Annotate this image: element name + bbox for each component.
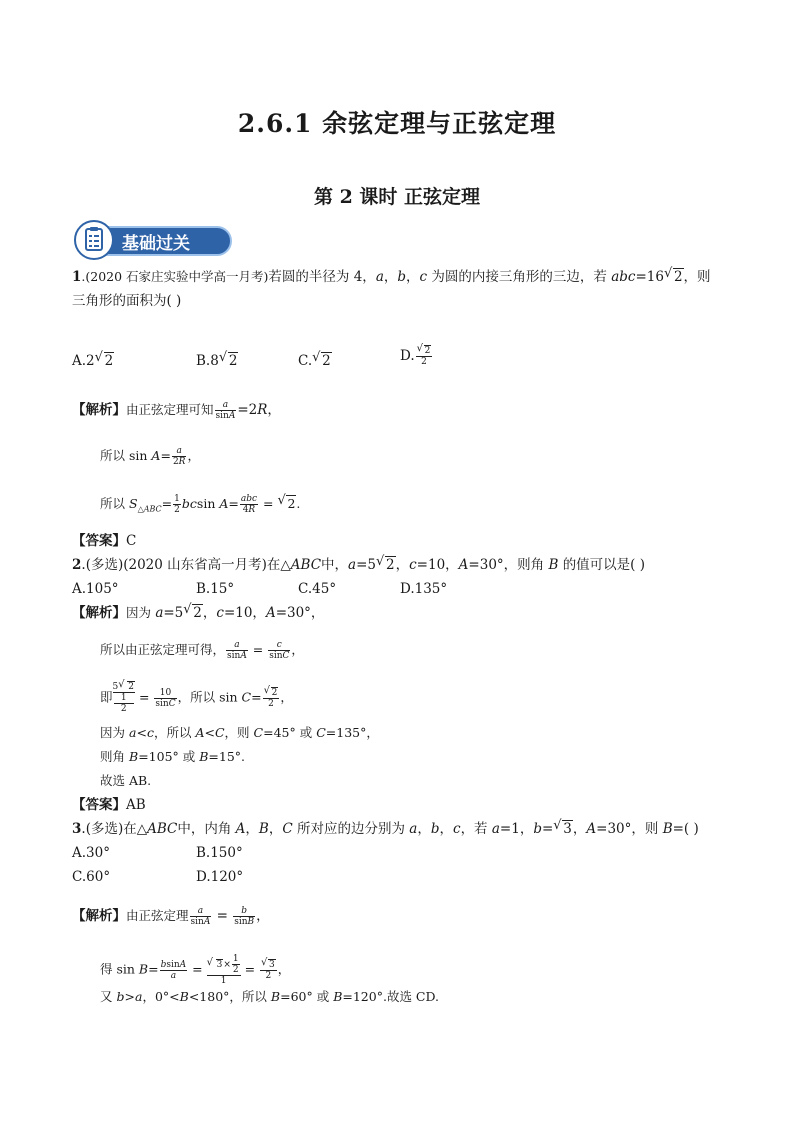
- q3-option-c: C.60°: [72, 869, 111, 885]
- q1-stem-line2: 三角形的面积为( ): [72, 293, 182, 309]
- q1-solution-3: 所以 $S_{\triangle ABC}=$ $\frac{1}{2}$ bcsin A= $\frac{\text{abc}}{4R}$ = √ 2.: [100, 493, 301, 515]
- q1-option-a: A.2 √ 2: [72, 350, 114, 369]
- page-title: 2.6.1 余弦定理与正弦定理: [237, 109, 557, 138]
- q3-option-d: D.120°: [196, 869, 244, 885]
- q3-solution-1: 【解析】由正弦定理 $\frac{a}{\sin A}$ = $\frac{b}{\sin B}$ ，: [72, 906, 270, 927]
- q1-stem: 1.(2020 石家庄实验中学高一月考)若圆的半径为 4，a，b，c 为圆的内接三角形的三边，若 abc=16 √ 2，则: [72, 266, 711, 285]
- q2-solution-5: 则角 B=105° 或 B=15°.: [100, 749, 246, 764]
- q2-option-d: D.135°: [400, 581, 448, 597]
- q2-solution-3: 即 5 √ 2 1 2 = $\frac{10}{\sin C}$ ，所以 sin C= √ 2 2 ，: [100, 679, 293, 714]
- q1-option-d: D. √ 2 2: [400, 343, 431, 367]
- q3-option-b: B.150°: [196, 845, 243, 861]
- q2-option-b: B.15°: [196, 581, 235, 597]
- q1-solution-1: 【解析】由正弦定理可知 $\frac{a}{\sin A}$ =2R，: [72, 400, 281, 421]
- badge-circle: [74, 220, 114, 260]
- q1-solution-2: 所以 sin A= $\frac{a}{2R}$ ，: [100, 446, 200, 467]
- q2-solution-6: 故选 AB.: [100, 773, 152, 788]
- q3-solution-3: 又 b>a，0°<B<180°，所以 B=60° 或 B=120°.故选 CD.: [100, 989, 440, 1004]
- q2-stem: 2.(多选)(2020 山东省高一月考)在△ABC中，a=5 √ 2，c=10，A=30°，则角 B 的值可以是( ): [72, 554, 646, 573]
- q1-option-b: B.8 √ 2: [196, 350, 238, 369]
- q1-answer: 【答案】C: [72, 533, 137, 549]
- badge-label: 基础过关: [122, 234, 190, 254]
- q2-solution-1: 【解析】因为 a=5 √ 2，c=10，A=30°，: [72, 602, 325, 621]
- section-badge: [74, 220, 234, 260]
- q2-option-c: C.45°: [298, 581, 337, 597]
- q2-option-a: A.105°: [72, 581, 119, 597]
- q3-solution-2: 得 sin B= $\frac{bsinA}{a}$ = √ 3× $\frac{1}{2}$ 1 = √ 3 2 ，: [100, 954, 291, 986]
- page-subtitle: 第 2 课时 正弦定理: [313, 186, 481, 208]
- q3-option-a: A.30°: [72, 845, 110, 861]
- q2-solution-4: 因为 a<c，所以 A<C，则 C=45° 或 C=135°，: [100, 725, 379, 740]
- q1-option-c: C. √ 2: [298, 350, 331, 369]
- q2-solution-2: 所以由正弦定理可得， $\frac{a}{\sin A}$ = $\frac{c}{\sin C}$ ，: [100, 640, 304, 661]
- q3-stem: 3.(多选)在△ABC中，内角 A，B，C 所对应的边分别为 a，b，c，若 a=1，b= √ 3，A=30°，则 B=( ): [72, 818, 699, 837]
- checklist-icon: [76, 222, 112, 258]
- q2-answer: 【答案】AB: [72, 797, 146, 813]
